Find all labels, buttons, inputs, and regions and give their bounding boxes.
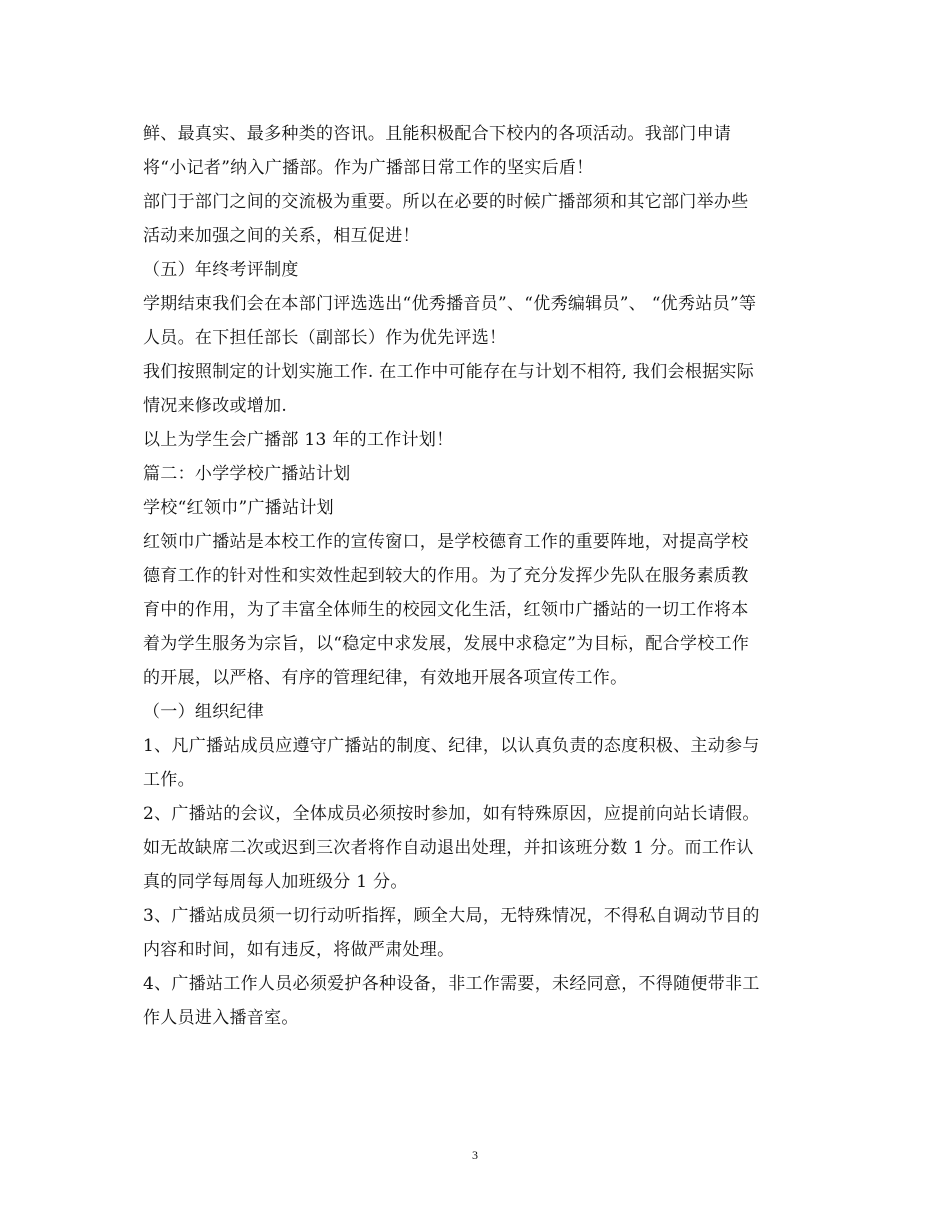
text-line: 工作。 <box>143 770 195 790</box>
text-line: 德育工作的针对性和实效性起到较大的作用。为了充分发挥少先队在服务素质教 <box>143 566 749 586</box>
text-line: 真的同学每周每人加班级分 1 分。 <box>143 872 408 892</box>
document-title: 学校“红领巾”广播站计划 <box>143 498 334 518</box>
text-line: 活动来加强之间的关系，相互促进！ <box>143 226 420 246</box>
text-line: 情况来修改或增加. <box>143 396 288 416</box>
section-heading: （五）年终考评制度 <box>143 260 299 280</box>
text-line: 2、广播站的会议，全体成员必须按时参加，如有特殊原因，应提前向站长请假。 <box>143 804 760 824</box>
text-line: 4、广播站工作人员必须爱护各种设备，非工作需要，未经同意，不得随便带非工 <box>143 974 760 994</box>
text-line: 作人员进入播音室。 <box>143 1008 299 1028</box>
text-line: 着为学生服务为宗旨，以“稳定中求发展，发展中求稳定”为目标，配合学校工作 <box>143 634 750 654</box>
text-line: 3、广播站成员须一切行动听指挥，顾全大局，无特殊情况，不得私自调动节目的 <box>143 906 760 926</box>
section-heading: 篇二：小学学校广播站计划 <box>143 464 351 484</box>
page-number: 3 <box>472 1148 478 1162</box>
text-line: 学期结束我们会在本部门评选选出“优秀播音员”、“优秀编辑员”、 “优秀站员”等 <box>143 294 757 314</box>
text-line: 的开展，以严格、有序的管理纪律，有效地开展各项宣传工作。 <box>143 668 628 688</box>
text-line: 人员。在下担任部长（副部长）作为优先评选！ <box>143 328 507 348</box>
text-line: 内容和时间，如有违反，将做严肃处理。 <box>143 940 455 960</box>
text-line: 部门于部门之间的交流极为重要。所以在必要的时候广播部须和其它部门举办些 <box>143 192 749 212</box>
text-line: 如无故缺席二次或迟到三次者将作自动退出处理，并扣该班分数 1 分。而工作认 <box>143 838 754 858</box>
text-line: 将“小记者”纳入广播部。作为广播部日常工作的坚实后盾！ <box>143 158 594 178</box>
text-line: 我们按照制定的计划实施工作. 在工作中可能存在与计划不相符, 我们会根据实际 <box>143 362 755 382</box>
text-line: 以上为学生会广播部 13 年的工作计划！ <box>143 430 454 450</box>
text-line: 红领巾广播站是本校工作的宣传窗口，是学校德育工作的重要阵地，对提高学校 <box>143 532 749 552</box>
text-line: 鲜、最真实、最多种类的咨讯。且能积极配合下校内的各项活动。我部门申请 <box>143 124 732 144</box>
document-body <box>143 117 813 1035</box>
section-heading: （一）组织纪律 <box>143 702 265 722</box>
text-line: 育中的作用，为了丰富全体师生的校园文化生活，红领巾广播站的一切工作将本 <box>143 600 749 620</box>
text-line: 1、凡广播站成员应遵守广播站的制度、纪律，以认真负责的态度积极、主动参与 <box>143 736 760 756</box>
